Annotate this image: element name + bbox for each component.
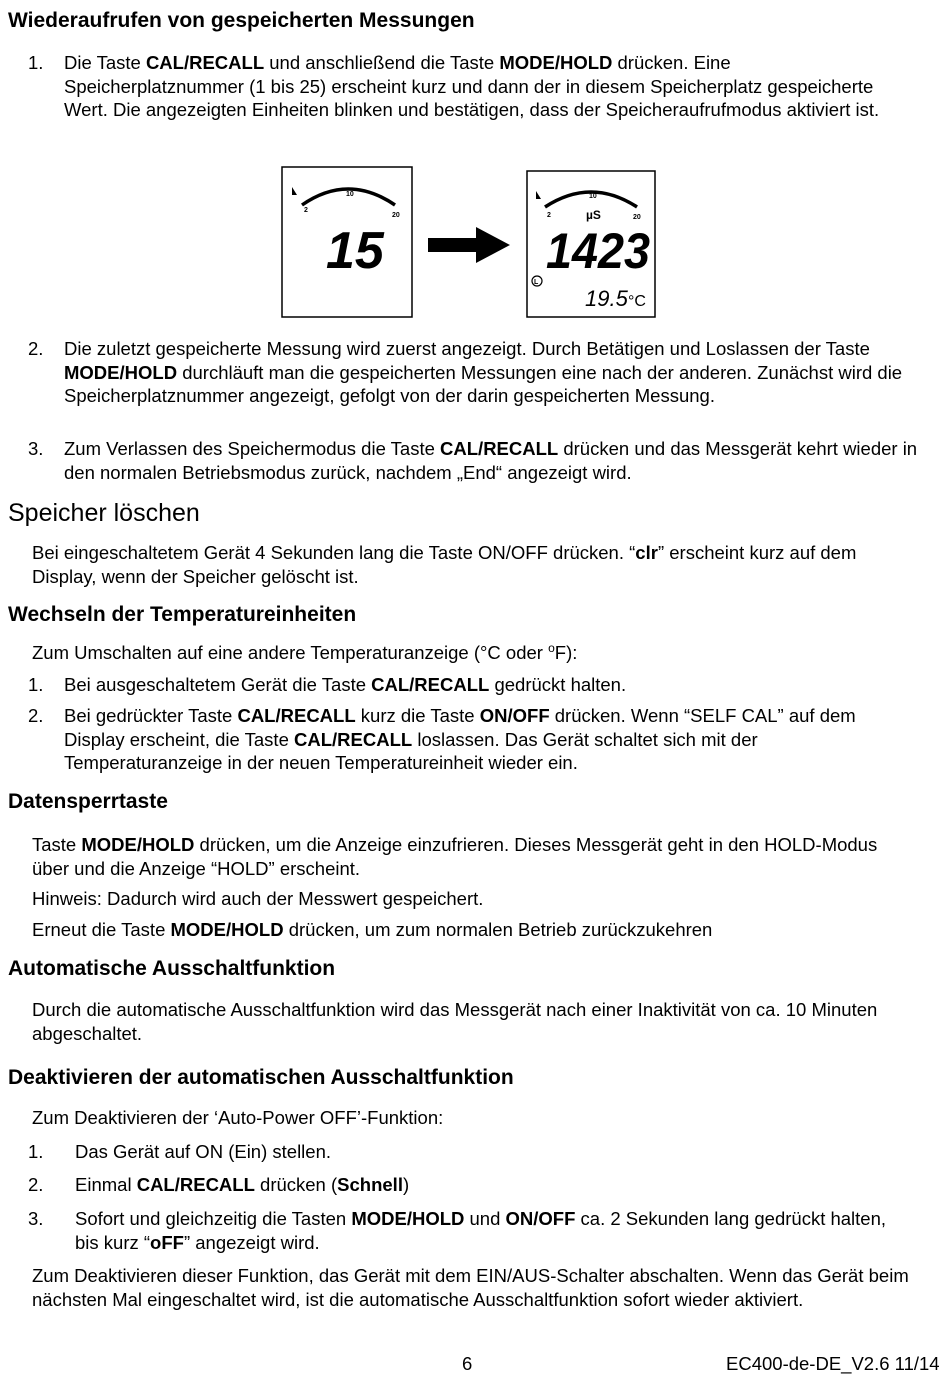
scale-high-label: 20 <box>392 212 400 219</box>
scale-mid-label: 10 <box>589 193 597 200</box>
list-text: Das Gerät auf ON (Ein) stellen. <box>75 1141 332 1162</box>
section-title-recall: Wiederaufrufen von gespeicherten Messungen <box>8 9 475 32</box>
temperature-units-step-2 <box>28 704 908 775</box>
list-number: 1. <box>28 674 44 695</box>
hold-paragraph-2: Hinweis: Dadurch wird auch der Messwert gespeichert. <box>32 888 484 909</box>
list-number: 2. <box>28 1174 44 1195</box>
list-number: 3. <box>28 438 44 459</box>
lcd-temperature-value: 19.5 <box>585 286 628 311</box>
lcd-right-display <box>527 171 655 317</box>
temperature-units-intro: Zum Umschalten auf eine andere Temperaturanzeige (°C oder $^o$F): <box>32 640 578 663</box>
hold-paragraph-3: Erneut die Taste MODE/HOLD drücken, um zum normalen Betrieb zurückzukehren <box>32 919 713 940</box>
page-number: 6 <box>462 1353 473 1374</box>
section-title-disable-auto-off: Deaktivieren der automatischen Ausschaltfunktion <box>8 1066 514 1089</box>
document-id: EC400-de-DE_V2.6 11/14 <box>726 1353 940 1374</box>
list-text: Einmal CAL/RECALL drücken (Schnell) <box>75 1174 410 1195</box>
section-title-auto-off: Automatische Ausschaltfunktion <box>8 957 336 980</box>
list-number: 1. <box>28 52 44 73</box>
section-title-clear: Speicher löschen <box>8 499 200 527</box>
list-number: 2. <box>28 338 44 359</box>
auto-off-paragraph: Durch die automatische Ausschaltfunktion wird das Messgerät nach einer Inaktivität von ca. 10 Minuten abgeschaltet. <box>32 999 878 1044</box>
recall-step-2 <box>28 337 908 408</box>
disable-auto-off-intro: Zum Deaktivieren der ‘Auto-Power OFF’-Funktion: <box>32 1107 444 1128</box>
disable-auto-off-step-3 <box>28 1207 908 1254</box>
disable-auto-off-step-2 <box>28 1173 908 1197</box>
scale-low-label: 2 <box>547 212 551 219</box>
arrow-right-icon <box>428 227 510 263</box>
section-title-data-hold: Datensperrtaste <box>8 790 168 813</box>
unit-label: µS <box>586 208 601 222</box>
scale-low-label: 2 <box>304 207 308 214</box>
list-text: Sofort und gleichzeitig die Tasten MODE/HOLD und ON/OFF ca. 2 Sekunden lang gedrückt halten, bis kurz “oFF” angezeigt wird. <box>75 1208 887 1253</box>
list-text: Bei ausgeschaltetem Gerät die Taste CAL/RECALL gedrückt halten. <box>64 674 627 695</box>
hold-paragraph-1: Taste MODE/HOLD drücken, um die Anzeige einzufrieren. Dieses Messgerät geht in den HOLD-Modus über und die Anzeige “HOLD” erscheint. <box>32 834 878 879</box>
list-text: Die zuletzt gespeicherte Messung wird zuerst angezeigt. Durch Betätigen und Loslassen der Taste MODE/HOLD durchläuft man die gespeicherten Messungen eine nach der anderen. Zunächst wird die Speicherplatznummer angezeigt, gefolgt von der darin gespeicherten Messung. <box>64 338 903 406</box>
list-number: 3. <box>28 1208 44 1229</box>
clear-paragraph: Bei eingeschaltetem Gerät 4 Sekunden lang die Taste ON/OFF drücken. “clr” erscheint kurz auf dem Display, wenn der Speicher gelöscht ist. <box>32 542 857 587</box>
lcd-memory-number: 15 <box>326 222 384 280</box>
svg-text:L: L <box>534 279 539 286</box>
section-title-temperature-units: Wechseln der Temperatureinheiten <box>8 603 357 626</box>
recall-step-3 <box>28 437 922 484</box>
disable-auto-off-outro: Zum Deaktivieren dieser Funktion, das Gerät mit dem EIN/AUS-Schalter abschalten. Wenn das Gerät beim nächsten Mal eingeschaltet wird, ist die automatische Ausschaltfunktion sofort wieder aktiviert. <box>32 1265 909 1310</box>
lcd-conductivity-value: 1423 <box>546 223 651 279</box>
temperature-units-step-1 <box>28 673 908 697</box>
lcd-recall-figure <box>280 165 660 320</box>
list-text: Die Taste CAL/RECALL und anschließend die Taste MODE/HOLD drücken. Eine Speicherplatznummer (1 bis 25) erscheint kurz und dann der in diesem Speicherplatz gespeicherte Wert. Die angezeigten Einheiten blinken und bestätigen, dass der Speicheraufrufmodus aktiviert ist. <box>64 52 880 120</box>
lcd-left-display <box>282 167 412 317</box>
list-number: 2. <box>28 705 44 726</box>
scale-mid-label: 10 <box>346 191 354 198</box>
list-text: Bei gedrückter Taste CAL/RECALL kurz die Taste ON/OFF drücken. Wenn “SELF CAL” auf dem Display erscheint, die Taste CAL/RECALL loslassen. Das Gerät schaltet sich mit der Temperaturanzeige in der neuen Temperatureinheit wieder ein. <box>64 705 856 773</box>
temperature-unit-label: °C <box>628 293 646 310</box>
disable-auto-off-step-1 <box>28 1140 908 1164</box>
list-number: 1. <box>28 1141 44 1162</box>
list-text: Zum Verlassen des Speichermodus die Taste CAL/RECALL drücken und das Messgerät kehrt wieder in den normalen Betriebsmodus zurück, nachdem „End“ angezeigt wird. <box>64 438 918 483</box>
scale-high-label: 20 <box>633 214 641 221</box>
recall-step-1 <box>28 51 908 122</box>
